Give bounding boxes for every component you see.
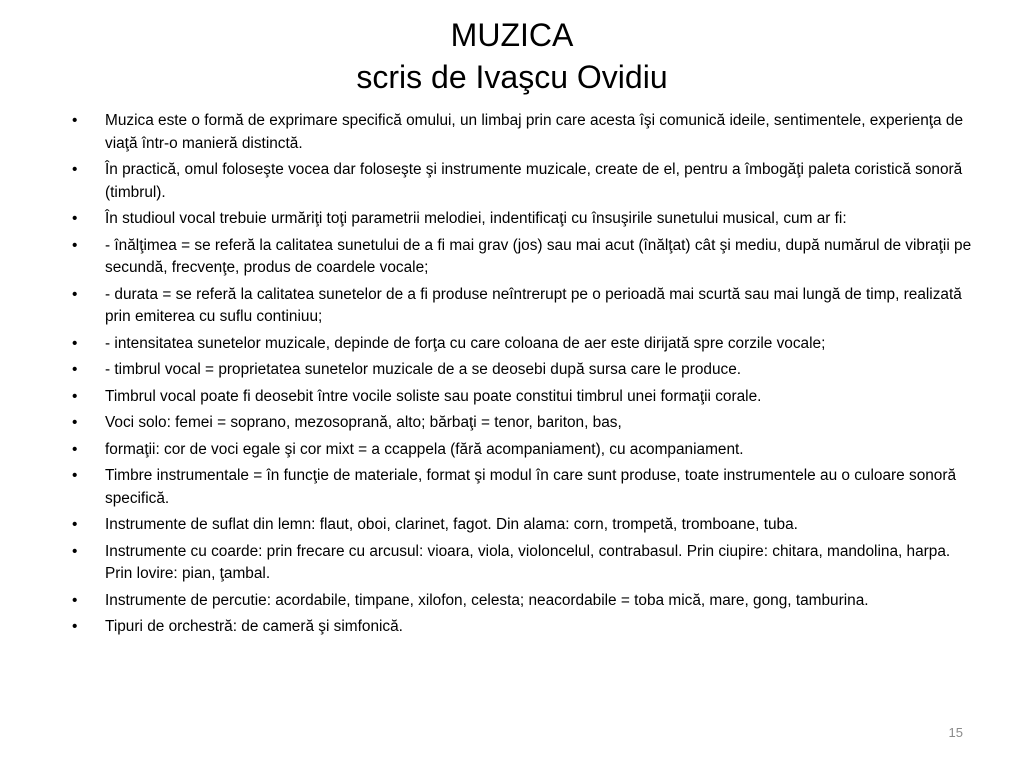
slide-title [0,14,1024,98]
list-item [72,235,972,280]
bullet-text: - intensitatea sunetelor muzicale, depinde de forţa cu care coloana de aer este dirijată spre corzile vocale; [105,334,826,352]
list-item [72,465,972,510]
list-item [72,514,972,537]
list-item [72,439,972,462]
bullet-text: - durata = se referă la calitatea sunetelor de a fi produse neîntrerupt pe o perioadă mai scurtă sau mai lungă de timp, realizată prin emiterea cu suflu continiuu; [105,285,962,325]
list-item [72,541,972,586]
bullet-icon: • [72,467,78,484]
list-item [72,590,972,613]
bullet-list [72,110,972,643]
list-item [72,159,972,204]
bullet-text: Instrumente de suflat din lemn: flaut, oboi, clarinet, fagot. Din alama: corn, trompetă, tromboane, tuba. [105,516,798,533]
bullet-icon: • [72,542,78,560]
bullet-icon: • [72,414,78,431]
bullet-icon: • [72,591,78,609]
bullet-text: Instrumente cu coarde: prin frecare cu arcusul: vioara, viola, violoncelul, contrabasul. Prin ciupire: chitara, mandolina, harpa. Prin lovire: pian, ţambal. [105,542,951,582]
bullet-text: În practică, omul foloseşte vocea dar foloseşte şi instrumente muzicale, create de el, pentru a îmbogăţi paleta coristică sonoră (timbrul). [105,161,963,201]
bullet-icon: • [72,236,78,254]
bullet-text: formaţii: cor de voci egale şi cor mixt = a ccappela (fără acompaniament), cu acompaniament. [105,440,744,458]
bullet-icon: • [72,112,78,129]
bullet-icon: • [72,516,78,533]
title-line-1: MUZICA [450,17,574,53]
list-item [72,333,972,356]
title-line-2: scris de Ivaşcu Ovidiu [356,59,668,95]
list-item [72,359,972,382]
page-number: 15 [948,725,963,740]
bullet-text: În studioul vocal trebuie urmăriţi toţi parametrii melodiei, indentificaţi cu însuşirile sunetului musical, cum ar fi: [105,210,847,227]
bullet-text: Voci solo: femei = soprano, mezosopranӑ, alto; bărbaţi = tenor, bariton, bas, [105,414,622,431]
list-item [72,208,972,231]
list-item [72,284,972,329]
bullet-text: - timbrul vocal = proprietatea sunetelor muzicale de a se deosebi după sursa care le produce. [105,361,742,378]
bullet-icon: • [72,285,78,303]
bullet-icon: • [72,334,78,352]
bullet-text: Instrumente de percutie: acordabile, timpane, xilofon, celesta; neacordabile = toba mică, mare, gong, tamburina. [105,591,869,609]
bullet-icon: • [72,618,78,635]
bullet-text: Muzica este o formă de exprimare specifică omului, un limbaj prin care acesta îşi comunică ideile, sentimentele, experienţa de viaţă într-o manieră distinctă. [105,112,964,152]
bullet-text: Timbre instrumentale = în funcţie de materiale, format şi modul în care sunt produse, toate instrumentele au o culoare sonoră specifică. [105,467,957,507]
bullet-text: Tipuri de orchestră: de cameră şi simfonică. [105,618,403,635]
bullet-icon: • [72,387,78,405]
bullet-icon: • [72,361,78,378]
bullet-icon: • [72,161,78,178]
list-item [72,110,972,155]
bullet-icon: • [72,210,78,227]
list-item [72,386,972,409]
bullet-icon: • [72,440,78,458]
list-item [72,412,972,435]
bullet-text: Timbrul vocal poate fi deosebit între vocile soliste sau poate constitui timbrul unei formaţii corale. [105,387,762,405]
list-item [72,616,972,639]
bullet-text: - înălţimea = se referă la calitatea sunetului de a fi mai grav (jos) sau mai acut (înălţat) cât şi mediu, după numărul de vibraţii pe secundă, frecvenţe, produs de coardele vocale; [105,236,972,276]
